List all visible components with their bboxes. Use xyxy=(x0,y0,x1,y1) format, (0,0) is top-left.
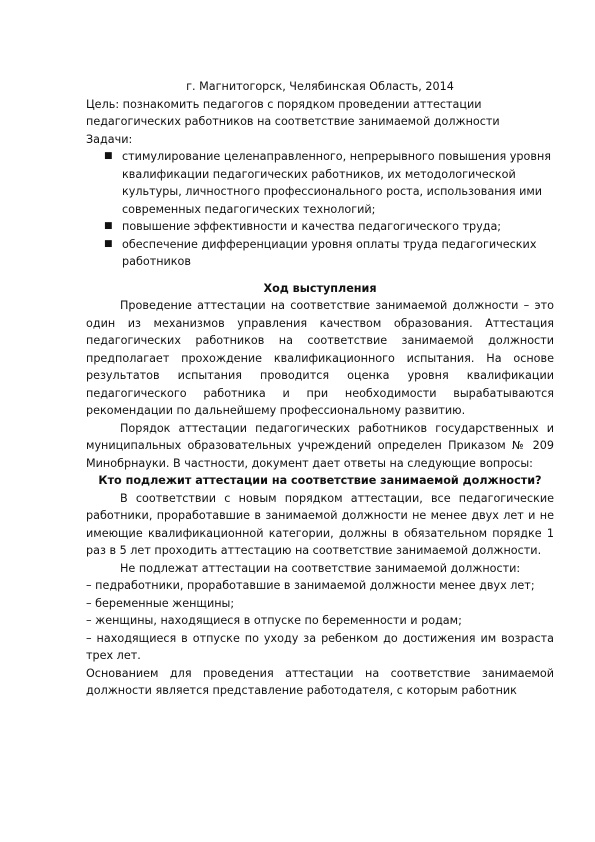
goal-text: Цель: познакомить педагогов с порядком проведении аттестации педагогических работников на соответствие занимаемой должности xyxy=(86,97,500,128)
bullet-icon: ■ xyxy=(104,221,113,231)
paragraph-new-order: В соответствии с новым порядком аттестации, все педагогические работники, проработавшие в занимаемой должности не менее двух лет и не имеющие квалификационной категории, должны в обязательном порядке 1 раз в 5 лет проходить аттестацию на соответствие занимаемой должности. xyxy=(86,491,554,557)
list-item: ■ повышение эффективности и качества педагогического труда; xyxy=(86,218,554,236)
list-item: ■ стимулирование целенаправленного, непрерывного повышения уровня квалификации педагогических работников, их методологической культуры, личностного профессионального роста, использования ими современных педагогических технологий; xyxy=(104,150,551,216)
bullet-icon: ■ xyxy=(104,151,113,161)
exemption-item: – педработники, проработавшие в занимаемой должности менее двух лет; xyxy=(86,579,535,592)
paragraph-intro: Проведение аттестации на соответствие занимаемой должности – это один из механизмов управления качеством образования. Аттестация педагогических работников на соответствие занимаемой должности предполагает прохождение квалификационного испытания. На основе результатов испытания проводится оценка уровня квалификации педагогического работника и при необходимости вырабатываются рекомендации по дальнейшему профессиональному развитию. xyxy=(86,299,554,417)
section-title: Ход выступления xyxy=(263,281,377,295)
paragraph-order: Порядок аттестации педагогических работников государственных и муниципальных образовательных учреждений определен Приказом № 209 Минобрнауки. В частности, документ дает ответы на следующие вопросы: xyxy=(86,421,554,470)
question-heading: Кто подлежит аттестации на соответствие занимаемой должности? xyxy=(98,474,542,487)
document-page xyxy=(86,78,554,700)
exemption-item: – находящиеся в отпуске по уходу за ребенком до достижения им возраста трех лет. xyxy=(86,631,554,662)
paragraph-exempt-intro: Не подлежат аттестации на соответствие занимаемой должности: xyxy=(120,561,521,575)
exemption-item: – женщины, находящиеся в отпуске по беременности и родам; xyxy=(86,614,462,627)
exemption-item: – беременные женщины; xyxy=(86,596,235,610)
closing-paragraph: Основанием для проведения аттестации на соответствие занимаемой должности является представление работодателя, с которым работник xyxy=(86,666,554,697)
tasks-list xyxy=(86,148,554,271)
bullet-icon: ■ xyxy=(104,238,113,249)
location-line: г. Магнитогорск, Челябинская Область, 2014 xyxy=(186,80,454,93)
list-item: ■ обеспечение дифференциации уровня оплаты труда педагогических работников xyxy=(104,237,537,268)
tasks-label: Задачи: xyxy=(86,132,133,146)
